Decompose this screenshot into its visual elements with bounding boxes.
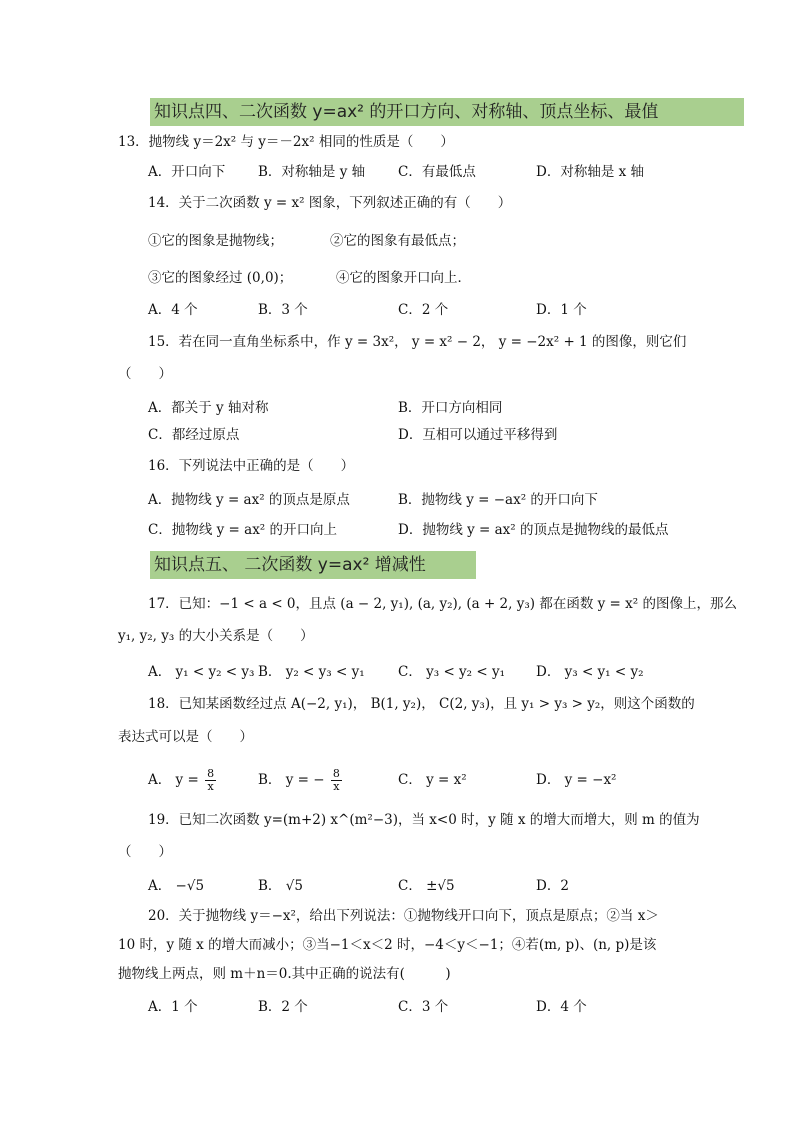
question-20-stem-cont-1: 10 时，y 随 x 的增大而减小；③当−1＜x＜2 时，−4＜y＜−1；④若(m, p)、(n, p)是该: [118, 937, 657, 953]
q18-option-a-denominator: x: [207, 780, 214, 793]
q14-option-b: B．3 个: [258, 302, 308, 318]
q15-option-c: C．都经过原点: [148, 427, 240, 443]
q18-option-b-fraction: [331, 768, 342, 793]
q14-statement-2: ②它的图象有最低点；: [330, 233, 465, 249]
q18-option-a-numerator: 8: [207, 767, 215, 780]
question-20-stem-cont-2: 抛物线上两点，则 m＋n＝0.其中正确的说法有( ): [118, 966, 451, 982]
question-19-stem-cont: （ ）: [118, 844, 172, 860]
q14-statement-4: ④它的图象开口向上．: [336, 270, 471, 286]
section-heading-four: 知识点四、二次函数 y=ax² 的开口方向、对称轴、顶点坐标、最值: [150, 98, 744, 126]
q13-option-d: D．对称轴是 x 轴: [536, 164, 645, 180]
q15-option-a: A．都关于 y 轴对称: [148, 400, 269, 416]
question-17-stem-cont: y₁, y₂, y₃ 的大小关系是（ ）: [118, 628, 314, 644]
q14-statement-3: ③它的图象经过 (0,0)；: [148, 270, 293, 286]
q17-option-b: B． y₂ < y₃ < y₁: [258, 664, 365, 680]
q13-option-c: C．有最低点: [398, 164, 476, 180]
q20-option-a: A．1 个: [148, 999, 198, 1015]
q18-option-c: C． y = x²: [398, 772, 467, 788]
q14-option-d: D．1 个: [536, 302, 587, 318]
q18-option-a-fraction: [205, 768, 216, 793]
question-15-stem: 15．若在同一直角坐标系中，作 y = 3x²， y = x² − 2， y = −2x² + 1 的图像，则它们: [148, 334, 687, 350]
question-20-stem: 20．关于抛物线 y＝−x²，给出下列说法：①抛物线开口向下，顶点是原点；②当 x＞: [148, 908, 659, 924]
q14-option-a: A．4 个: [148, 302, 198, 318]
question-15-stem-cont: （ ）: [118, 366, 172, 382]
q19-option-d: D．2: [536, 878, 569, 894]
q16-option-a: A．抛物线 y = ax² 的顶点是原点: [148, 492, 350, 508]
q17-option-d: D． y₃ < y₁ < y₂: [536, 664, 644, 680]
q16-option-c: C．抛物线 y = ax² 的开口向上: [148, 522, 338, 538]
q15-option-d: D．互相可以通过平移得到: [398, 427, 558, 443]
q18-option-b: [258, 768, 344, 793]
q18-option-a: [148, 768, 218, 793]
q18-option-b-numerator: 8: [332, 767, 340, 780]
question-17-stem: 17．已知：−1 < a < 0，且点 (a − 2, y₁), (a, y₂), (a + 2, y₃) 都在函数 y = x² 的图像上，那么: [148, 596, 737, 612]
q15-option-b: B．开口方向相同: [398, 400, 503, 416]
q16-option-d: D．抛物线 y = ax² 的顶点是抛物线的最低点: [398, 522, 669, 538]
q20-option-d: D．4 个: [536, 999, 587, 1015]
q17-option-c: C． y₃ < y₂ < y₁: [398, 664, 506, 680]
q14-statement-1: ①它的图象是抛物线；: [148, 233, 283, 249]
question-19-stem: 19．已知二次函数 y=(m+2) x^(m²−3)，当 x<0 时，y 随 x 的增大而增大，则 m 的值为: [148, 812, 700, 828]
q20-option-b: B．2 个: [258, 999, 308, 1015]
question-18-stem-cont: 表达式可以是（ ）: [118, 729, 253, 745]
q20-option-c: C．3 个: [398, 999, 449, 1015]
q18-option-d: D． y = −x²: [536, 772, 617, 788]
q19-option-b: B． √5: [258, 878, 303, 894]
question-14-stem: 14．关于二次函数 y = x² 图象，下列叙述正确的有（ ）: [148, 195, 512, 211]
q17-option-a: A． y₁ < y₂ < y₃: [148, 664, 255, 680]
question-16-stem: 16．下列说法中正确的是（ ）: [148, 458, 355, 474]
question-18-stem: 18．已知某函数经过点 A(−2, y₁)， B(1, y₂)， C(2, y₃)，且 y₁ > y₃ > y₂，则这个函数的: [148, 696, 695, 712]
q18-option-a-prefix: A． y =: [148, 772, 199, 788]
q18-option-b-prefix: B． y = −: [258, 772, 325, 788]
q19-option-c: C． ±√5: [398, 878, 455, 894]
q13-option-b: B．对称轴是 y 轴: [258, 164, 366, 180]
section-heading-five: 知识点五、 二次函数 y=ax² 增减性: [150, 551, 476, 579]
q18-option-b-denominator: x: [333, 780, 340, 793]
q14-option-c: C．2 个: [398, 302, 449, 318]
q13-option-a: A．开口向下: [148, 164, 226, 180]
q19-option-a: A． −√5: [148, 878, 205, 894]
q16-option-b: B．抛物线 y = −ax² 的开口向下: [398, 492, 598, 508]
question-13-stem: 13．抛物线 y＝2x² 与 y＝－2x² 相同的性质是（ ）: [118, 134, 454, 150]
